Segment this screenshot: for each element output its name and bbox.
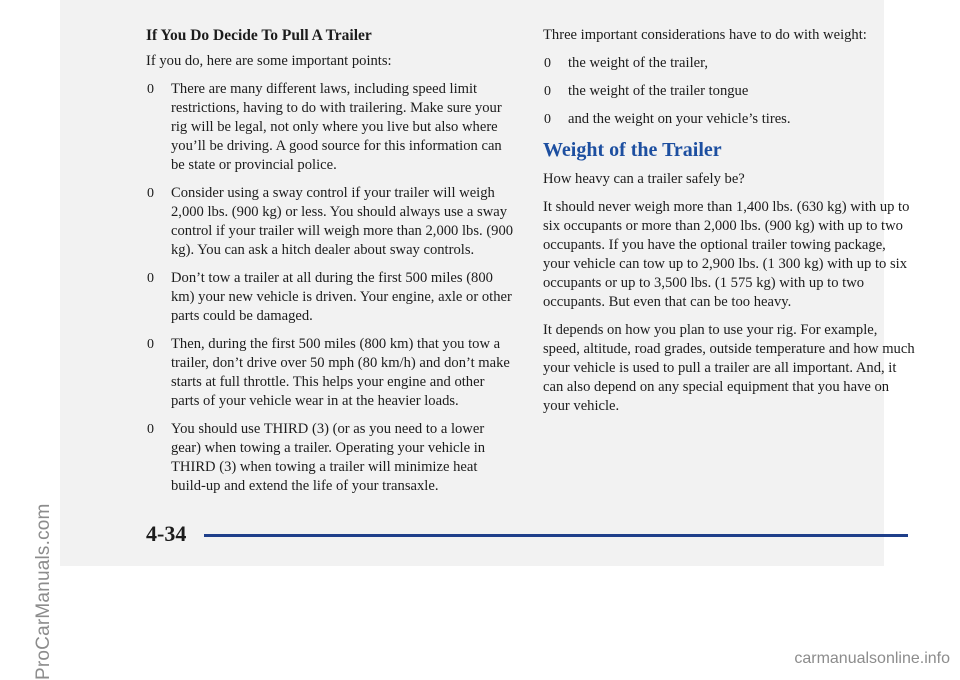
list-item-text: the weight of the trailer tongue — [568, 83, 749, 99]
left-column — [146, 26, 514, 505]
bullet-icon: 0 — [147, 337, 154, 352]
manual-page — [60, 0, 915, 566]
list-item-text: the weight of the trailer, — [568, 55, 709, 71]
list-item — [146, 420, 514, 496]
list-item — [543, 54, 915, 73]
bullet-icon: 0 — [147, 82, 154, 97]
bullet-icon: 0 — [147, 271, 154, 286]
points-list — [146, 80, 514, 496]
subheading: If You Do Decide To Pull A Trailer — [146, 27, 372, 44]
paragraph: How heavy can a trailer safely be? — [543, 171, 745, 187]
right-column — [543, 26, 915, 425]
bullet-icon: 0 — [544, 112, 551, 127]
list-item — [543, 110, 915, 129]
list-item-text: Don’t tow a trailer at all during the first 500 miles (800 km) your new vehicle is driven. Your engine, axle or other parts could be damaged. — [171, 270, 512, 324]
page-number: 4-34 — [146, 521, 187, 546]
list-item — [146, 335, 514, 411]
bullet-icon: 0 — [147, 186, 154, 201]
considerations-intro: Three important considerations have to do with weight: — [543, 27, 867, 43]
bullet-icon: 0 — [544, 84, 551, 99]
intro-text: If you do, here are some important points: — [146, 53, 392, 69]
bullet-icon: 0 — [544, 56, 551, 71]
list-item-text: There are many different laws, including speed limit restrictions, having to do with trailering. Make sure your rig will be legal, not only where you live but also where you’ll be driving. A good source for this information can be state or provincial police. — [171, 81, 502, 173]
bullet-icon: 0 — [147, 422, 154, 437]
paragraph: It should never weigh more than 1,400 lbs. (630 kg) with up to six occupants or more than 2,000 lbs. (900 kg) with up to two occupants. If you have the optional trailer towing package, your vehicle can tow up to 2,900 lbs. (1 300 kg) with up to six occupants or up to 3,500 lbs. (1 575 kg) with up to two occupants. But even that can be too heavy. — [543, 199, 910, 310]
section-heading: Weight of the Trailer — [543, 139, 722, 161]
considerations-list — [543, 54, 915, 129]
list-item — [146, 80, 514, 175]
list-item — [146, 184, 514, 260]
list-item-text: You should use THIRD (3) (or as you need to a lower gear) when towing a trailer. Operating your vehicle in THIRD (3) when towing a trailer will minimize heat build-up and extend the life of your transaxle. — [171, 421, 486, 494]
list-item-text: Then, during the first 500 miles (800 km) that you tow a trailer, don’t drive over 50 mph (80 km/h) and don’t make starts at full throttle. This helps your engine and other parts of your vehicle wear in at the heavier loads. — [171, 336, 510, 409]
list-item-text: Consider using a sway control if your trailer will weigh 2,000 lbs. (900 kg) or less. You should always use a sway control if your trailer will weigh more than 2,000 lbs. (900 kg). You can ask a hitch dealer about sway controls. — [171, 185, 514, 258]
page-footer — [146, 519, 908, 549]
footer-divider — [204, 534, 908, 537]
list-item-text: and the weight on your vehicle’s tires. — [568, 111, 791, 127]
list-item — [543, 82, 915, 101]
watermark-text: ProCarManuals.com — [33, 503, 54, 680]
site-credit: carmanualsonline.info — [794, 650, 950, 667]
list-item — [146, 269, 514, 326]
paragraph: It depends on how you plan to use your rig. For example, speed, altitude, road grades, outside temperature and how much your vehicle is used to pull a trailer are all important. And, it can also depend on any special equipment that you have on your vehicle. — [543, 322, 915, 414]
